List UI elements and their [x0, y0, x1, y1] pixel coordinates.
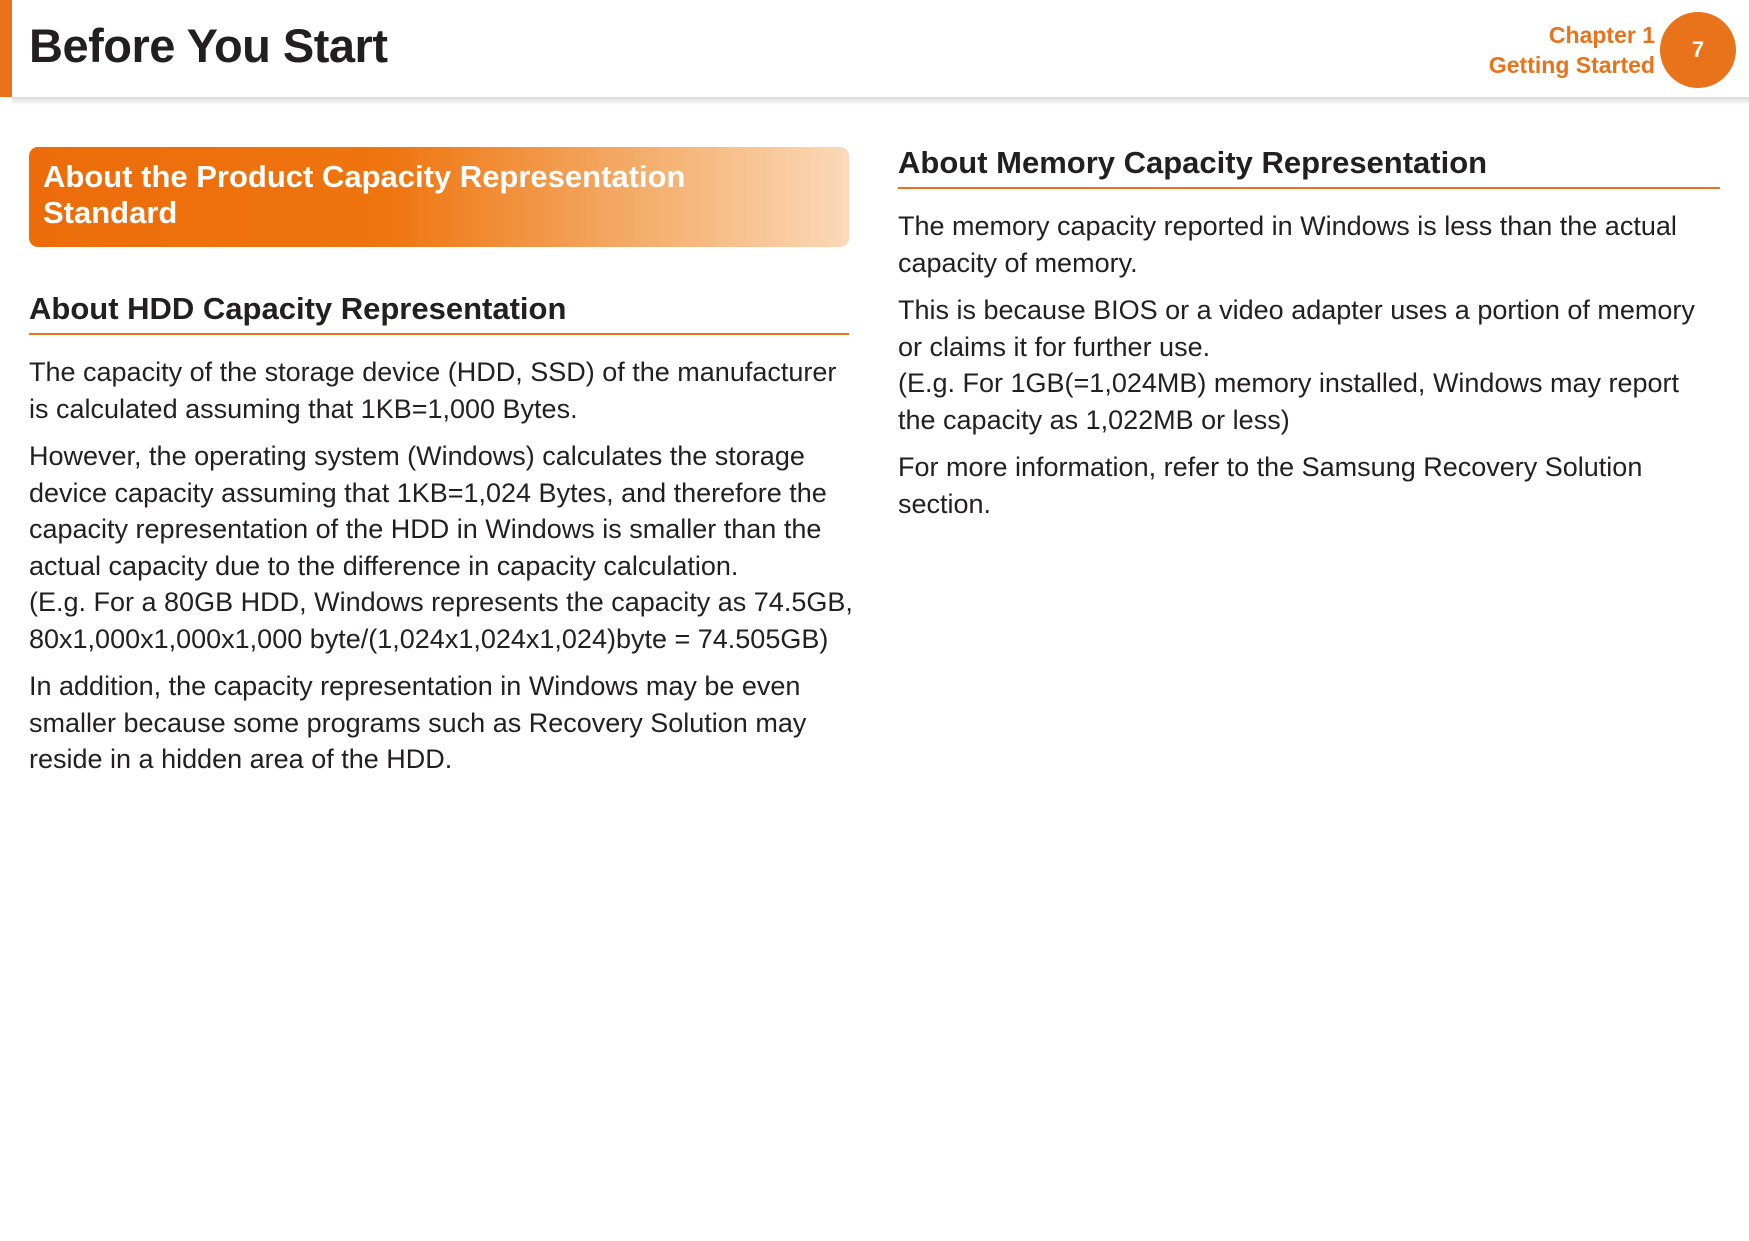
body-paragraph — [898, 208, 1728, 281]
body-text-line: smaller because some programs such as Recovery Solution may — [29, 707, 807, 738]
body-text-line: However, the operating system (Windows) calculates the storage — [29, 441, 805, 471]
page-title: Before You Start — [29, 19, 388, 72]
body-text-line: For more information, refer to the Samsung Recovery Solution — [898, 452, 1643, 482]
body-text-line: In addition, the capacity representation in Windows may be even — [29, 671, 801, 701]
body-paragraph — [898, 292, 1728, 438]
banner-title — [43, 159, 763, 231]
page-number-badge — [1660, 12, 1736, 88]
left-accent-bar — [0, 0, 12, 97]
body-text-line: capacity representation of the HDD in Windows is smaller than the — [29, 514, 822, 544]
body-text-line: capacity of memory. — [898, 247, 1138, 278]
body-text-line: (E.g. For 1GB(=1,024MB) memory installed, Windows may report — [898, 368, 1680, 398]
hdd-section-heading: About HDD Capacity Representation — [29, 291, 567, 326]
page-number: 7 — [1691, 37, 1705, 62]
body-paragraph — [898, 449, 1728, 522]
chapter-label: Chapter 1 — [1548, 22, 1655, 48]
body-text-line: device capacity assuming that 1KB=1,024 Bytes, and therefore the — [29, 477, 827, 508]
body-text-line: the capacity as 1,022MB or less) — [898, 404, 1290, 435]
body-text-line: The memory capacity reported in Windows is less than the actual — [898, 211, 1677, 241]
hdd-heading-rule — [29, 333, 849, 335]
section-banner — [29, 147, 849, 247]
body-text-line: 80x1,000x1,000x1,000 byte/(1,024x1,024x1,024)byte = 74.505GB) — [29, 623, 829, 654]
body-text-line: actual capacity due to the difference in capacity calculation. — [29, 550, 739, 581]
banner-title-line: Standard — [43, 195, 178, 230]
body-text-line: is calculated assuming that 1KB=1,000 Bytes. — [29, 393, 578, 424]
body-text-line: or claims it for further use. — [898, 331, 1211, 362]
body-text-line: This is because BIOS or a video adapter uses a portion of memory — [898, 295, 1695, 325]
body-text-line: reside in a hidden area of the HDD. — [29, 744, 453, 774]
body-text-line: (E.g. For a 80GB HDD, Windows represents the capacity as 74.5GB, — [29, 587, 853, 617]
body-paragraph — [29, 354, 859, 427]
body-text-line: The capacity of the storage device (HDD, SSD) of the manufacturer — [29, 357, 837, 387]
header-divider — [12, 97, 1749, 105]
chapter-name: Getting Started — [1488, 52, 1655, 78]
memory-section-heading: About Memory Capacity Representation — [898, 145, 1488, 180]
chapter-indicator — [1489, 20, 1655, 80]
body-text-line: section. — [898, 488, 992, 519]
hdd-section-body — [29, 354, 859, 789]
banner-title-line: About the Product Capacity Representation — [43, 159, 686, 194]
body-paragraph — [29, 438, 859, 657]
memory-heading-rule — [898, 187, 1720, 189]
body-paragraph — [29, 668, 859, 778]
memory-section-body — [898, 208, 1728, 533]
